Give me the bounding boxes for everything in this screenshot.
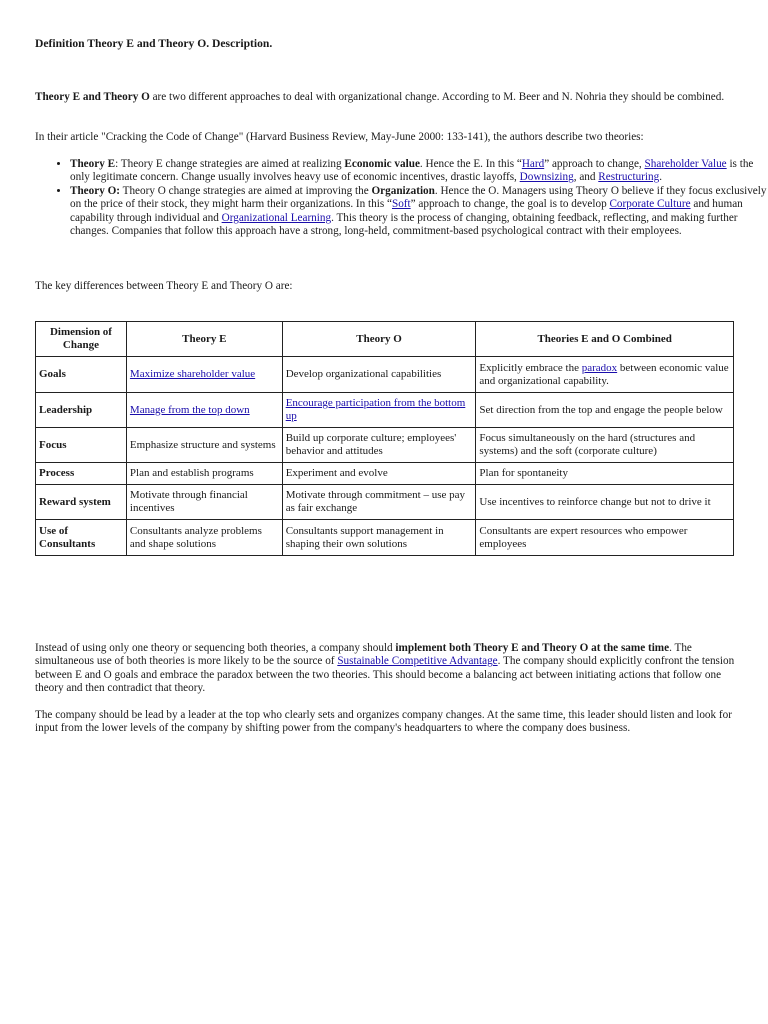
table-row — [36, 463, 734, 485]
encourage-participation-link[interactable]: Encourage participation from the bottom up — [285, 397, 466, 422]
cell-leadership-combined: Set direction from the top and engage the people below — [476, 393, 734, 428]
row-label-consultants: Use of Consultants — [36, 520, 127, 556]
theory-o-text: . This theory is the process of changing, obtaining feedback, reflecting, and making further changes. Companies that follow this approach have a strong, long-held, commitment-based psychological contract with their employees. — [70, 211, 738, 238]
cell-process-combined: Plan for spontaneity — [476, 463, 734, 485]
intro-paragraph — [35, 91, 735, 104]
cell-focus-combined: Focus simultaneously on the hard (structures and systems) and the soft (corporate culture) — [476, 428, 734, 463]
cell-goals-o: Develop organizational capabilities — [282, 357, 476, 393]
table-row — [36, 485, 734, 520]
cell-leadership-e — [126, 393, 282, 428]
organization-bold: Organization — [371, 184, 435, 197]
article-paragraph: In their article "Cracking the Code of Change" (Harvard Business Review, May-June 2000: 133-141), the authors describe two theories: — [35, 131, 644, 143]
economic-value-bold: Economic value — [344, 158, 420, 170]
theory-e-label: Theory E — [70, 158, 116, 170]
table-row — [36, 520, 734, 556]
cell-reward-e: Motivate through financial incentives — [126, 485, 282, 520]
sustainable-competitive-advantage-link[interactable]: Sustainable Competitive Advantage — [337, 655, 498, 668]
theory-e-text: is the only legitimate concern. Change usually involves heavy use of economic incentives, drastic layoffs, — [70, 158, 754, 184]
theory-e-bullet — [70, 158, 768, 185]
goals-combined-text: Explicitly embrace the — [479, 361, 582, 374]
header-theory-o: Theory O — [282, 322, 476, 357]
maximize-shareholder-value-link[interactable]: Maximize shareholder value — [129, 368, 256, 380]
page-title: Definition Theory E and Theory O. Description. — [35, 37, 273, 50]
theory-e-text: : Theory E change strategies are aimed at realizing — [115, 158, 345, 170]
cell-focus-e: Emphasize structure and systems — [126, 428, 282, 463]
header-theory-e: Theory E — [126, 322, 282, 357]
instead-text: . The simultaneous use of both theories is more likely to be the source of — [35, 642, 692, 668]
cell-reward-combined: Use incentives to reinforce change but not to drive it — [476, 485, 734, 520]
theory-e-text: ” approach to change, — [544, 158, 645, 170]
theories-list — [35, 158, 768, 238]
downsizing-link[interactable]: Downsizing — [519, 171, 574, 184]
manage-top-down-link[interactable]: Manage from the top down — [129, 403, 250, 416]
hard-link[interactable]: Hard — [521, 158, 545, 170]
instead-text: . The company should explicitly confront the tension between E and O goals and embrace the paradox between the two theories. This should become a balancing act between initiating actions that follow one theory and then contradict that theory. — [35, 655, 735, 695]
cell-consultants-e: Consultants analyze problems and shape solutions — [126, 520, 282, 556]
theory-e-text: . — [659, 171, 662, 184]
paradox-link[interactable]: paradox — [581, 361, 618, 374]
cell-reward-o: Motivate through commitment – use pay as fair exchange — [282, 485, 476, 520]
row-label-process: Process — [36, 463, 127, 485]
restructuring-link[interactable]: Restructuring — [598, 171, 660, 184]
cell-goals-e — [126, 357, 282, 393]
header-combined: Theories E and O Combined — [476, 322, 734, 357]
cell-consultants-o: Consultants support management in shaping their own solutions — [282, 520, 476, 556]
cell-process-o: Experiment and evolve — [282, 463, 476, 485]
organizational-learning-link[interactable]: Organizational Learning — [221, 211, 332, 224]
instead-text: Instead of using only one theory or sequencing both theories, a company should — [35, 642, 396, 654]
cell-consultants-combined: Consultants are expert resources who empower employees — [476, 520, 734, 556]
leader-paragraph: The company should be lead by a leader at the top who clearly sets and organizes company changes. At the same time, this leader should listen and look for input from the lower levels of the company by shifting power from the company's headquarters to where the company does business. — [35, 709, 732, 735]
goals-combined-text: between economic value and organizational capability. — [479, 361, 729, 387]
table-header-row — [36, 322, 734, 357]
theory-o-text: and human capability through individual and — [70, 198, 743, 224]
theory-o-bullet — [70, 185, 768, 239]
cell-leadership-o — [282, 393, 476, 428]
theory-o-label: Theory O: — [70, 184, 121, 197]
table-row — [36, 393, 734, 428]
key-differences-paragraph: The key differences between Theory E and Theory O are: — [35, 280, 293, 292]
theory-e-text: , and — [573, 171, 599, 184]
table-row — [36, 357, 734, 393]
instead-paragraph — [35, 642, 735, 696]
theory-o-text: Theory O change strategies are aimed at improving the — [120, 184, 372, 197]
theory-o-text: . Hence the O. Managers using Theory O believe if they focus exclusively on the price of their stock, they might harm their organizations. In this “ — [70, 184, 767, 211]
cell-goals-combined — [476, 357, 734, 393]
soft-link[interactable]: Soft — [391, 198, 411, 211]
theory-o-text: ” approach to change, the goal is to develop — [410, 198, 610, 211]
row-label-leadership: Leadership — [36, 393, 127, 428]
table-row — [36, 428, 734, 463]
cell-focus-o: Build up corporate culture; employees' behavior and attitudes — [282, 428, 476, 463]
implement-both-bold: implement both Theory E and Theory O at the same time — [395, 642, 670, 654]
corporate-culture-link[interactable]: Corporate Culture — [609, 198, 691, 211]
comparison-table — [35, 321, 734, 556]
theory-e-text: . Hence the E. In this “ — [419, 158, 522, 170]
intro-bold: Theory E and Theory O — [35, 91, 150, 103]
row-label-focus: Focus — [36, 428, 127, 463]
row-label-reward: Reward system — [36, 485, 127, 520]
intro-text: are two different approaches to deal with organizational change. According to M. Beer and N. Nohria they should be combined. — [149, 91, 725, 103]
shareholder-value-link[interactable]: Shareholder Value — [644, 158, 727, 170]
cell-process-e: Plan and establish programs — [126, 463, 282, 485]
row-label-goals: Goals — [36, 357, 127, 393]
header-dimension: Dimension of Change — [36, 322, 127, 357]
